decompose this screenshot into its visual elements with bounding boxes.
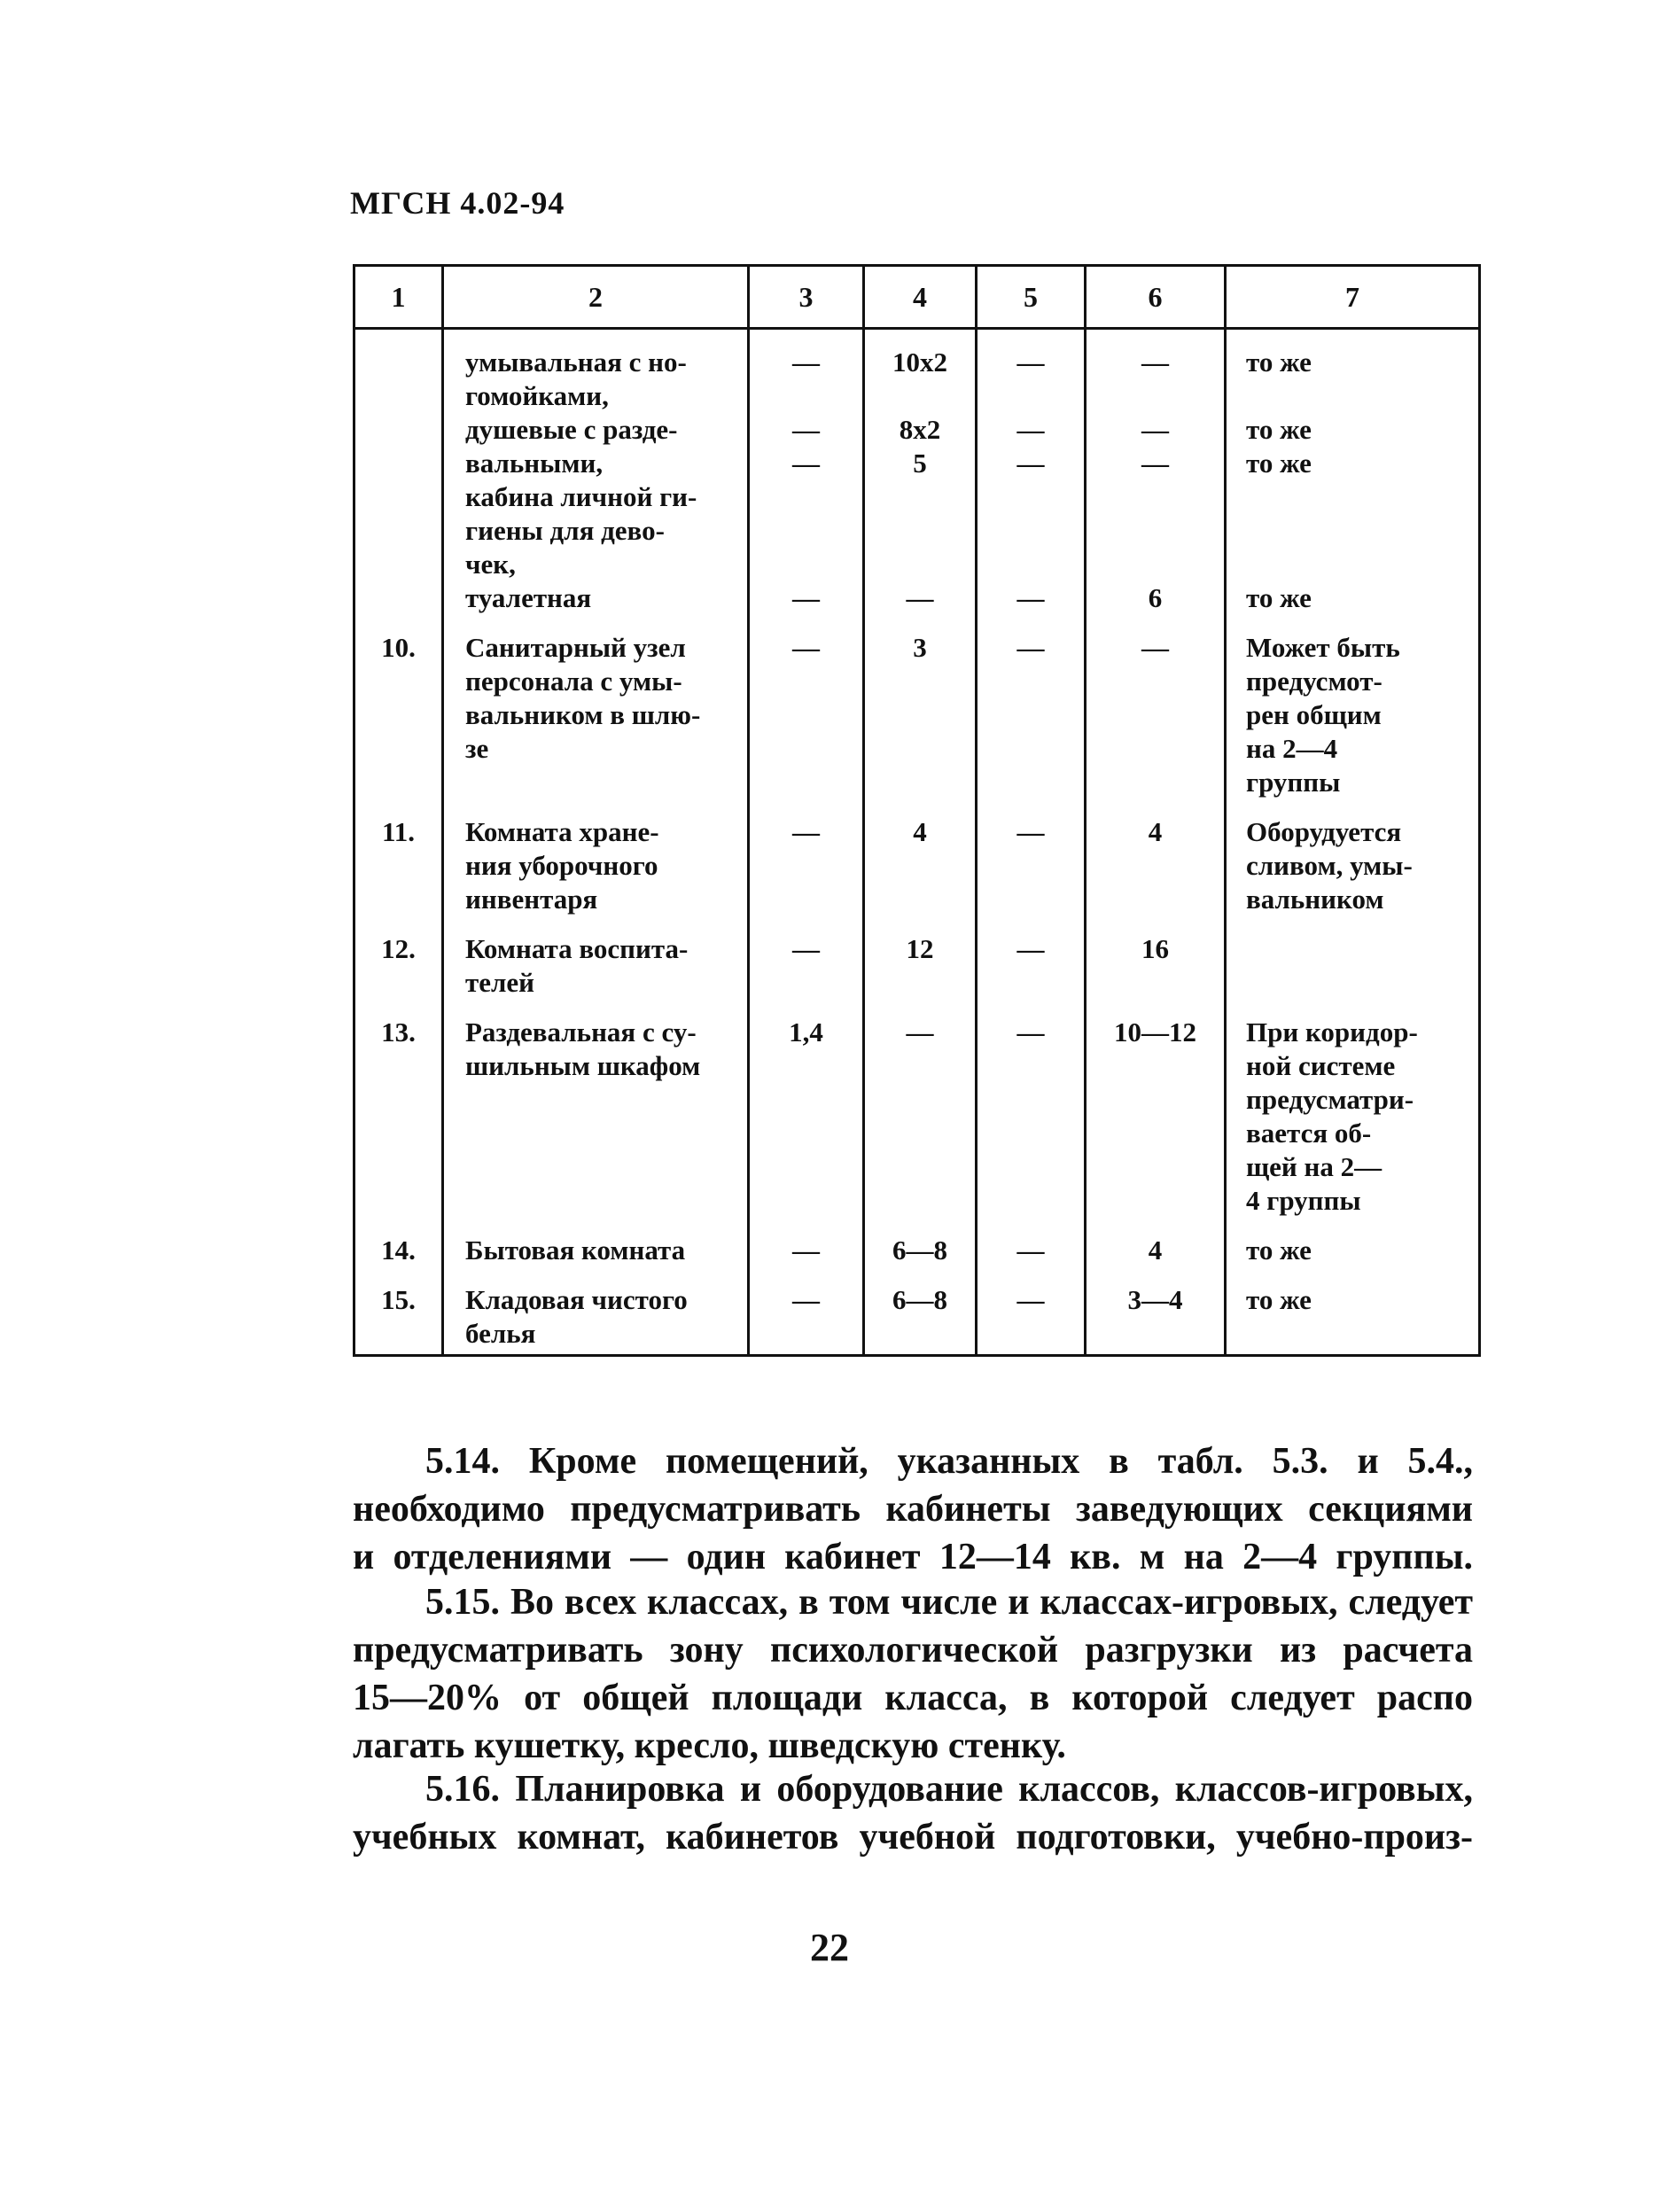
cell-line: группы (1246, 767, 1341, 798)
cell-line: — (792, 816, 820, 847)
column-3-cell (749, 329, 864, 616)
cell-line: — (906, 582, 934, 613)
premises-table (353, 264, 1481, 1357)
cell-line (1246, 379, 1469, 413)
column-header: 1 (354, 266, 443, 329)
cell-line: — (792, 933, 820, 964)
cell-line (760, 480, 852, 514)
table-body (354, 329, 1480, 1356)
cell-line (1246, 514, 1469, 548)
cell-line: Санитарный узел (465, 632, 686, 663)
table-row (354, 615, 1480, 799)
cell-line: 15. (381, 1284, 416, 1315)
cell-line: — (792, 1235, 820, 1266)
cell-line: — (1016, 414, 1045, 445)
note-cell (1226, 1267, 1480, 1356)
cell-line: При коридор- (1246, 1016, 1418, 1048)
cell-line: — (792, 414, 820, 445)
column-4-cell (864, 1267, 977, 1356)
cell-line: сливом, умы- (1246, 850, 1413, 881)
column-4-cell (864, 1000, 977, 1218)
cell-line: 6—8 (892, 1284, 947, 1315)
note-cell (1226, 799, 1480, 916)
premise-name-cell (443, 1267, 749, 1356)
column-4-cell (864, 1218, 977, 1267)
cell-line: 5 (913, 448, 927, 479)
table-row (354, 916, 1480, 1000)
paragraph-line: и отделениями — один кабинет 12—14 кв. м на 2—4 группы. (353, 1537, 1473, 1577)
table-row (354, 329, 1480, 616)
cell-line: щей на 2— (1246, 1151, 1382, 1182)
cell-line: — (1016, 582, 1045, 613)
cell-line (988, 480, 1073, 514)
cell-line: — (1016, 1284, 1045, 1315)
column-3-cell (749, 799, 864, 916)
column-5-cell (977, 1000, 1086, 1218)
cell-line: — (906, 1016, 934, 1048)
cell-line: 10—12 (1114, 1016, 1196, 1048)
cell-line: зе (465, 733, 489, 764)
column-6-cell (1086, 916, 1226, 1000)
cell-line: ной системе (1246, 1050, 1396, 1081)
cell-line (1097, 548, 1213, 581)
column-3-cell (749, 1000, 864, 1218)
cell-line: чек, (465, 549, 516, 580)
column-header: 5 (977, 266, 1086, 329)
page-number: 22 (810, 1926, 849, 1969)
column-4-cell (864, 916, 977, 1000)
cell-line (988, 379, 1073, 413)
cell-line: вается об- (1246, 1118, 1372, 1149)
cell-line: — (1016, 632, 1045, 663)
cell-line (1246, 548, 1469, 581)
cell-line: то же (1246, 1284, 1312, 1315)
cell-line: шильным шкафом (465, 1050, 701, 1081)
note-cell (1226, 615, 1480, 799)
column-5-cell (977, 799, 1086, 916)
cell-line: 1,4 (789, 1016, 823, 1048)
cell-line: на 2—4 (1246, 733, 1338, 764)
premise-name-cell (443, 1218, 749, 1267)
cell-line: — (1016, 933, 1045, 964)
column-4-cell (864, 799, 977, 916)
cell-line (1097, 480, 1213, 514)
cell-line: то же (1246, 1235, 1312, 1266)
premise-name-cell (443, 615, 749, 799)
cell-line: то же (1246, 414, 1312, 445)
cell-line: 10x2 (892, 347, 947, 378)
cell-line: 4 (913, 816, 927, 847)
column-6-cell (1086, 1267, 1226, 1356)
column-header: 2 (443, 266, 749, 329)
row-number-cell (354, 1267, 443, 1356)
cell-line: Бытовая комната (465, 1235, 686, 1266)
cell-line: 10. (381, 632, 416, 663)
row-number-cell (354, 329, 443, 616)
cell-line: персонала с умы- (465, 666, 682, 697)
cell-line: — (1016, 816, 1045, 847)
cell-line: Оборудуется (1246, 816, 1402, 847)
cell-line (876, 514, 964, 548)
cell-line (876, 379, 964, 413)
table-row (354, 799, 1480, 916)
note-cell (1226, 916, 1480, 1000)
row-number-cell (354, 1000, 443, 1218)
cell-line: вальником в шлю- (465, 699, 701, 730)
cell-line: душевые с разде- (465, 414, 678, 445)
cell-line: 4 (1148, 816, 1163, 847)
row-number-cell (354, 1218, 443, 1267)
cell-line: 12 (906, 933, 934, 964)
cell-line: гиены для дево- (465, 515, 665, 546)
document-code-header: МГСН 4.02-94 (350, 185, 565, 221)
cell-line: — (1016, 448, 1045, 479)
cell-line: — (1141, 414, 1169, 445)
column-6-cell (1086, 1000, 1226, 1218)
cell-line: 8x2 (899, 414, 941, 445)
cell-line: вальными, (465, 448, 604, 479)
cell-line: — (1016, 347, 1045, 378)
cell-line: кабина личной ги- (465, 481, 697, 512)
paragraph-line: 5.15. Во всех классах, в том числе и классах-игровых, следует (425, 1582, 1473, 1623)
premise-name-cell (443, 799, 749, 916)
cell-line: умывальная с но- (465, 347, 687, 378)
column-6-cell (1086, 1218, 1226, 1267)
column-3-cell (749, 615, 864, 799)
cell-line: то же (1246, 448, 1312, 479)
table-row (354, 1218, 1480, 1267)
cell-line (1097, 514, 1213, 548)
cell-line: Раздевальная с су- (465, 1016, 697, 1048)
cell-line: предусматри- (1246, 1084, 1414, 1115)
column-6-cell (1086, 799, 1226, 916)
column-5-cell (977, 615, 1086, 799)
cell-line: — (1016, 1235, 1045, 1266)
cell-line: — (792, 632, 820, 663)
column-5-cell (977, 329, 1086, 616)
paragraph-5-14 (353, 1437, 1473, 1581)
column-3-cell (749, 1218, 864, 1267)
premise-name-cell (443, 1000, 749, 1218)
paragraph-line: 5.14. Кроме помещений, указанных в табл. 5.3. и 5.4., (425, 1441, 1473, 1482)
paragraph-line: 5.16. Планировка и оборудование классов, классов-игровых, (425, 1769, 1473, 1810)
cell-line: — (792, 347, 820, 378)
cell-line: 14. (381, 1235, 416, 1266)
cell-line: 11. (381, 816, 416, 847)
column-6-cell (1086, 329, 1226, 616)
cell-line: 3—4 (1127, 1284, 1183, 1315)
paragraph-line: предусматривать зону психологической разгрузки из расчета (353, 1630, 1473, 1671)
cell-line: — (1141, 448, 1169, 479)
cell-line: — (1016, 1016, 1045, 1048)
cell-line: белья (465, 1318, 536, 1349)
cell-line: 6 (1148, 582, 1163, 613)
cell-line: то же (1246, 347, 1312, 378)
column-header: 3 (749, 266, 864, 329)
cell-line (988, 514, 1073, 548)
cell-line: Комната воспита- (465, 933, 689, 964)
cell-line: — (792, 448, 820, 479)
table-header-row (354, 266, 1480, 329)
cell-line: Комната хране- (465, 816, 659, 847)
table-row (354, 1267, 1480, 1356)
cell-line: — (1141, 632, 1169, 663)
cell-line: инвентаря (465, 884, 598, 915)
column-3-cell (749, 1267, 864, 1356)
paragraph-line: необходимо предусматривать кабинеты заведующих секциями (353, 1489, 1473, 1530)
cell-line: 3 (913, 632, 927, 663)
cell-line: Кладовая чистого (465, 1284, 688, 1315)
cell-line: гомойками, (465, 380, 609, 411)
premise-name-cell (443, 916, 749, 1000)
row-number-cell (354, 799, 443, 916)
cell-line (876, 548, 964, 581)
column-4-cell (864, 615, 977, 799)
cell-line: 6—8 (892, 1235, 947, 1266)
paragraph-5-15 (353, 1578, 1473, 1770)
column-5-cell (977, 916, 1086, 1000)
note-cell (1226, 1218, 1480, 1267)
column-header: 6 (1086, 266, 1226, 329)
paragraph-5-16 (353, 1765, 1473, 1861)
paragraph-line: учебных комнат, кабинетов учебной подготовки, учебно-произ- (353, 1817, 1473, 1858)
cell-line: 13. (381, 1016, 416, 1048)
cell-line: 4 (1148, 1235, 1163, 1266)
row-number-cell (354, 615, 443, 799)
cell-line: телей (465, 967, 534, 998)
column-header: 4 (864, 266, 977, 329)
cell-line: 4 группы (1246, 1185, 1361, 1216)
note-cell (1226, 329, 1480, 616)
column-5-cell (977, 1267, 1086, 1356)
cell-line (760, 379, 852, 413)
column-6-cell (1086, 615, 1226, 799)
cell-line (876, 480, 964, 514)
cell-line: — (792, 1284, 820, 1315)
cell-line (988, 548, 1073, 581)
cell-line (1246, 480, 1469, 514)
column-5-cell (977, 1218, 1086, 1267)
cell-line: 12. (381, 933, 416, 964)
cell-line: вальником (1246, 884, 1384, 915)
cell-line: — (1141, 347, 1169, 378)
table-row (354, 1000, 1480, 1218)
column-header: 7 (1226, 266, 1480, 329)
cell-line: 16 (1141, 933, 1169, 964)
premise-name-cell (443, 329, 749, 616)
cell-line: туалетная (465, 582, 592, 613)
row-number-cell (354, 916, 443, 1000)
cell-line (760, 514, 852, 548)
cell-line (1097, 379, 1213, 413)
column-3-cell (749, 916, 864, 1000)
cell-line: ния уборочного (465, 850, 658, 881)
cell-line: предусмот- (1246, 666, 1382, 697)
paragraph-line: лагать кушетку, кресло, шведскую стенку. (353, 1725, 1066, 1766)
cell-line (760, 548, 852, 581)
note-cell (1226, 1000, 1480, 1218)
cell-line: Может быть (1246, 632, 1400, 663)
cell-line: — (792, 582, 820, 613)
cell-line (355, 346, 441, 379)
paragraph-line: 15—20% от общей площади класса, в которой следует распо (353, 1678, 1473, 1718)
cell-line: рен общим (1246, 699, 1382, 730)
cell-line: то же (1246, 582, 1312, 613)
column-4-cell (864, 329, 977, 616)
